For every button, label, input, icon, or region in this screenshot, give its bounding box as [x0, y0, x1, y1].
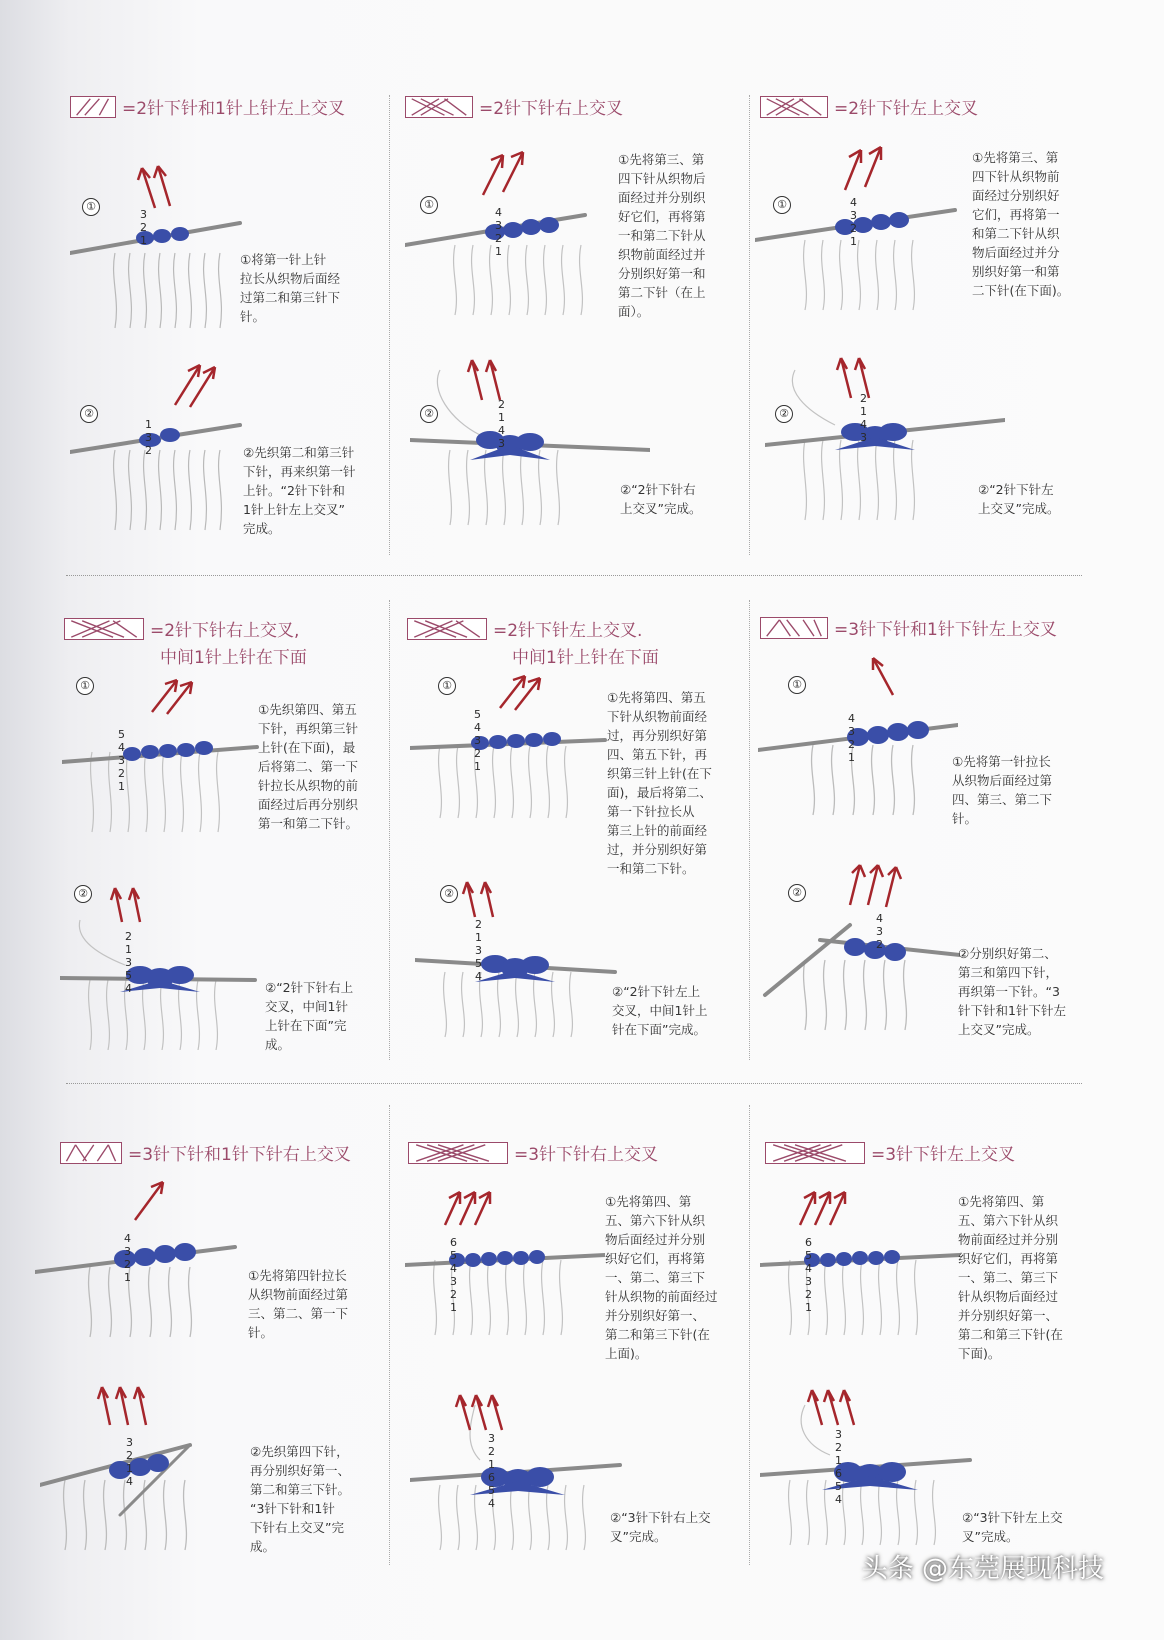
- knitting-illustration: [410, 668, 610, 828]
- step-description: ①先将第三、第 四下针从织物后 面经过并分别织 好它们，再将第 一和第二下针从 织物前面经过并 分别织好第一和 第二下针（在上 面）。: [618, 152, 706, 319]
- row-divider: [66, 1083, 1082, 1084]
- stitch-numbers: 3 2 1: [140, 208, 147, 247]
- stitch-numbers: 3 2 1 4: [126, 1436, 133, 1488]
- stitch-numbers: 1 3 2: [145, 418, 152, 457]
- step-description: ②“2针下针左上 交叉，中间1针上 针在下面”完成。: [612, 984, 708, 1037]
- cable-symbol-icon: [760, 96, 828, 118]
- section-title: [405, 94, 623, 119]
- step-description: ②先织第二和第三针 下针，再来织第一针 上针。“2针下针和 1针上针左上交叉” 完成。: [243, 445, 356, 536]
- knitting-illustration: [405, 150, 615, 320]
- step-number: ①: [76, 677, 94, 695]
- stitch-numbers: 4 3 2 1: [850, 196, 857, 248]
- section-title: [760, 615, 1057, 640]
- step-description: ②分别织好第二、 第三和第四下针， 再织第一下针。“3 针下针和1针下针左 上交叉”完成。: [958, 946, 1066, 1037]
- cable-symbol-icon: [760, 617, 828, 639]
- step-number: ②: [74, 885, 92, 903]
- cable-symbol-icon: [405, 96, 473, 118]
- knitting-illustration: [760, 1180, 960, 1340]
- section-title-text: =3针下针和1针下针右上交叉: [128, 1145, 351, 1165]
- step-description: ②“2针下针左 上交叉”完成。: [978, 482, 1060, 516]
- column-divider: [389, 1105, 390, 1565]
- section-title: [408, 1140, 658, 1165]
- step-description: ②“2针下针右 上交叉”完成。: [620, 482, 702, 516]
- section-title-text: =2针下针左上交叉: [834, 99, 979, 119]
- step-number: ①: [788, 676, 806, 694]
- knitting-illustration: [405, 1180, 605, 1340]
- stitch-numbers: 4 3 2 1: [124, 1232, 131, 1284]
- knitting-illustration: [410, 350, 650, 530]
- step-number: ①: [420, 196, 438, 214]
- knitting-illustration: [60, 880, 260, 1050]
- column-divider: [389, 600, 390, 1060]
- stitch-numbers: 4 3 2: [876, 912, 883, 951]
- column-divider: [749, 600, 750, 1060]
- knitting-illustration: [410, 1385, 630, 1555]
- section-title: [407, 616, 642, 641]
- stitch-numbers: 5 4 3 2 1: [474, 708, 481, 773]
- stitch-numbers: 4 3 2 1: [848, 712, 855, 764]
- section-subtitle: 中间1针上针在下面: [512, 648, 659, 668]
- step-description: ①先将第一针拉长 从织物后面经过第 四、第三、第二下 针。: [952, 754, 1053, 826]
- stitch-numbers: 2 1 3 5 4: [475, 918, 482, 983]
- section-subtitle: 中间1针上针在下面: [160, 648, 307, 668]
- knitting-illustration: [35, 1172, 245, 1342]
- stitch-numbers: 5 4 3 2 1: [118, 728, 125, 793]
- knitting-illustration: [760, 1380, 980, 1550]
- stitch-numbers: 4 3 2 1: [495, 206, 502, 258]
- step-description: ①将第一针上针 拉长从织物后面经 过第二和第三针下 针。: [240, 252, 341, 324]
- knitting-illustration: [765, 340, 1005, 525]
- section-title: [765, 1140, 1015, 1165]
- section-title-text: =2针下针右上交叉: [479, 99, 624, 119]
- cable-symbol-icon: [70, 96, 116, 118]
- section-title: [64, 616, 299, 641]
- step-description: ①先将第四、第 五、第六下针从织 物前面经过并分别 织好它们，再将第 一、第二、第三下 针从织物后面经过 并分别织好第一、 第二和第三下针(在 下面)。: [958, 1194, 1063, 1361]
- step-number: ②: [788, 884, 806, 902]
- row-divider: [66, 575, 1082, 576]
- section-title: [760, 94, 978, 119]
- step-description: ①先将第四针拉长 从织物前面经过第 三、第二、第一下 针。: [248, 1268, 349, 1340]
- knitting-illustration: [758, 650, 958, 820]
- knitting-illustration: [62, 672, 262, 837]
- section-title-text: =2针下针右上交叉,: [150, 621, 300, 641]
- knitting-illustration: [70, 355, 245, 535]
- step-description: ①先将第四、第五 下针从织物前面经 过，再分别织好第 四、第五下针，再 织第三针上针(在下 面)，最后将第二、 第一下针拉长从 第三上针的前面经 过，并分别织好第 一和第二下针。: [607, 690, 712, 876]
- stitch-numbers: 6 5 4 3 2 1: [450, 1236, 457, 1314]
- step-number: ①: [82, 198, 100, 216]
- step-description: ①先织第四、第五 下针，再织第三针 上针(在下面)，最 后将第二、第一下 针拉长从织物的前 面经过后再分别织 第一和第二下针。: [258, 702, 359, 831]
- knitting-illustration: [755, 145, 965, 315]
- step-number: ①: [773, 196, 791, 214]
- step-description: ①先将第三、第 四下针从织物前 面经过分别织好 它们，再将第一 和第二下针从织 物后面经过并分 别织好第一和第 二下针(在下面)。: [972, 150, 1070, 298]
- knitting-illustration: [40, 1375, 250, 1555]
- knitting-illustration: [70, 158, 245, 333]
- section-title-text: =2针下针和1针上针左上交叉: [122, 99, 345, 119]
- cable-symbol-icon: [765, 1142, 865, 1164]
- step-number: ①: [438, 677, 456, 695]
- stitch-numbers: 6 5 4 3 2 1: [805, 1236, 812, 1314]
- cable-symbol-icon: [408, 1142, 508, 1164]
- stitch-numbers: 3 2 1 6 5 4: [835, 1428, 842, 1506]
- step-description: ②“3针下针左上交 叉”完成。: [962, 1510, 1063, 1544]
- step-number: ②: [440, 885, 458, 903]
- column-divider: [749, 1105, 750, 1565]
- step-number: ②: [80, 405, 98, 423]
- step-description: ①先将第四、第 五、第六下针从织 物后面经过并分别 织好它们，再将第 一、第二、第三下 针从织物的前面经过 并分别织好第一、 第二和第三下针(在 上面)。: [605, 1194, 718, 1361]
- knitting-illustration: [760, 855, 960, 1035]
- stitch-numbers: 2 1 4 3: [860, 392, 867, 444]
- knitting-illustration: [415, 872, 625, 1042]
- step-description: ②先织第四下针， 再分别织好第一、 第二和第三下针。 “3针下针和1针 下针右上交叉”完 成。: [250, 1444, 351, 1554]
- section-title: [70, 94, 345, 119]
- stitch-numbers: 2 1 4 3: [498, 398, 505, 450]
- section-title-text: =2针下针左上交叉.: [493, 621, 643, 641]
- section-title-text: =3针下针和1针下针左上交叉: [834, 620, 1057, 640]
- step-number: ②: [775, 405, 793, 423]
- step-description: ②“2针下针右上 交叉，中间1针 上针在下面”完 成。: [265, 980, 354, 1052]
- stitch-numbers: 2 1 3 5 4: [125, 930, 132, 995]
- cable-symbol-icon: [64, 618, 144, 640]
- section-title-text: =3针下针左上交叉: [871, 1145, 1016, 1165]
- column-divider: [749, 95, 750, 555]
- watermark: 头条 @东莞展现科技: [861, 1554, 1104, 1584]
- step-number: ②: [420, 405, 438, 423]
- step-description: ②“3针下针右上交 叉”完成。: [610, 1510, 711, 1544]
- cable-symbol-icon: [407, 618, 487, 640]
- cable-symbol-icon: [60, 1142, 122, 1164]
- column-divider: [389, 95, 390, 555]
- stitch-numbers: 3 2 1 6 5 4: [488, 1432, 495, 1510]
- section-title-text: =3针下针右上交叉: [514, 1145, 659, 1165]
- section-title: [60, 1140, 351, 1165]
